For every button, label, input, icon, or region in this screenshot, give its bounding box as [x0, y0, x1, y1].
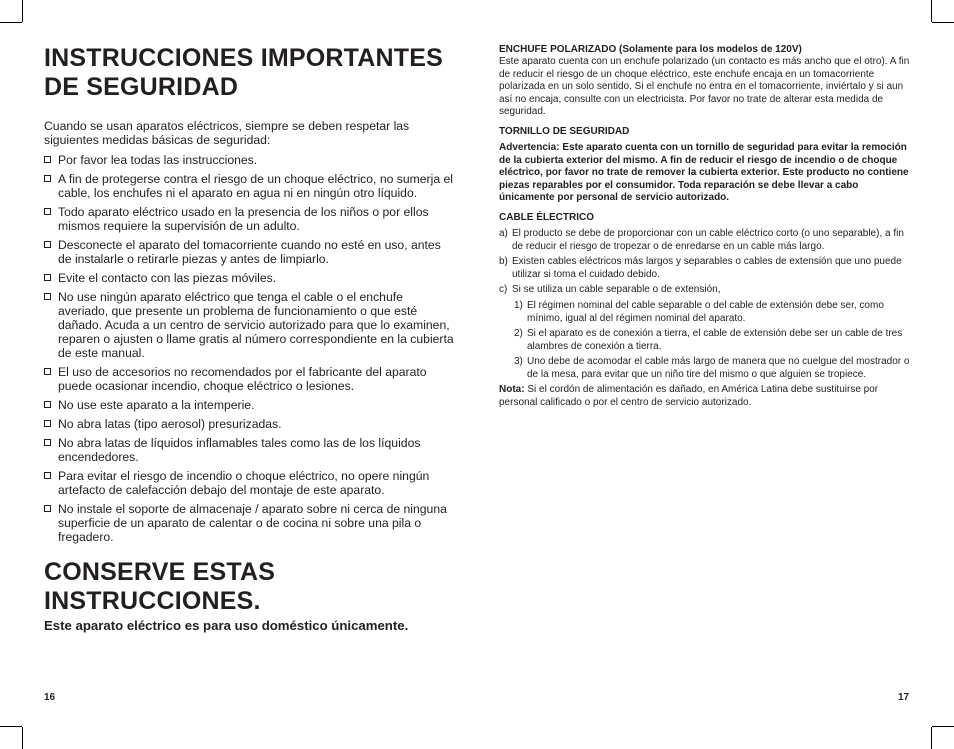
intro-text: Cuando se usan aparatos eléctricos, siempre se deben respetar las siguientes medidas básicas de seguridad:: [44, 119, 410, 147]
list-item-text: Si el aparato es de conexión a tierra, el cable de extensión debe ser un cable de tres alambres de conexión a tierra.: [527, 328, 903, 352]
crop-mark: [931, 0, 932, 22]
list-item-text: Uno debe de acomodar el cable más largo de manera que no cuelgue del mostrador o de la mesa, para evitar que un niño tire del mismo o que alguien se tropiece.: [527, 356, 910, 380]
cable-subitem: [514, 300, 911, 325]
cable-subitem: [514, 328, 911, 353]
safety-item: [44, 417, 456, 431]
safety-item-text: El uso de accesorios no recomendados por el fabricante del aparato puede ocasionar incendio, choque eléctrico o lesiones.: [58, 365, 427, 393]
safety-item-text: Para evitar el riesgo de incendio o choque eléctrico, no opere ningún artefacto de calefacción debajo del montaje de este aparato.: [58, 469, 430, 497]
safety-item: [44, 365, 456, 393]
safety-item: [44, 205, 456, 233]
list-marker: 1): [514, 299, 523, 311]
crop-mark: [22, 727, 23, 749]
conserve-title: CONSERVE ESTAS INSTRUCCIONES.: [44, 558, 276, 615]
list-item-text: El régimen nominal del cable separable o del cable de extensión debe ser, como mínimo, igual al del régimen nominal del aparato.: [527, 299, 884, 324]
safety-item-text: No use ningún aparato eléctrico que tenga el cable o el enchufe averiado, que presente un problema de funcionamiento o que esté dañado. Acuda a un centro de servicio autorizado para que lo examinen, reparen o ajusten o llame gratis al número correspondiente en la cubierta de este manual.: [58, 290, 454, 360]
page-number-right: 17: [898, 692, 910, 703]
crop-mark: [0, 22, 22, 23]
note-label: Nota:: [499, 384, 525, 396]
safety-screw-heading: TORNILLO DE SEGURIDAD: [499, 125, 630, 137]
safety-item-text: No abra latas (tipo aerosol) presurizadas.: [58, 417, 282, 431]
safety-title: INSTRUCCIONES IMPORTANTES DE SEGURIDAD: [44, 44, 443, 101]
safety-item: [44, 436, 456, 464]
safety-item: [44, 153, 456, 167]
list-marker: b): [499, 256, 508, 268]
checkbox-icon: [44, 472, 51, 479]
crop-mark: [932, 22, 954, 23]
safety-item-text: Por favor lea todas las instrucciones.: [58, 153, 258, 167]
safety-screw-text: Advertencia: Este aparato cuenta con un tornillo de seguridad para evitar la remoción de la cubierta exterior del mismo. A fin de reducir el riesgo de incendio o de choque eléctrico, por favor no trate de remover la cubierta exterior. Este producto no contiene piezas reparables por el consumidor. Toda reparación se debe llevar a cabo únicamente por personal de servicio autorizado.: [499, 141, 909, 204]
list-item-text: Si se utiliza un cable separable o de extensión,: [512, 284, 721, 296]
safety-item-text: Todo aparato eléctrico usado en la presencia de los niños o por ellos mismos requiere la supervisión de un adulto.: [58, 205, 429, 233]
list-marker: 2): [514, 328, 523, 340]
checkbox-icon: [44, 274, 51, 281]
cable-item: [499, 228, 911, 253]
cable-item: [499, 256, 911, 281]
safety-item-text: No instale el soporte de almacenaje / aparato sobre ni cerca de ninguna superficie de un aparato de calentar o de cocina ni sobre una pila o fregadero.: [58, 502, 447, 544]
safety-item: [44, 271, 456, 285]
safety-item-text: Desconecte el aparato del tomacorriente cuando no esté en uso, antes de instalarle o retirarle piezas y antes de limpiarlo.: [58, 238, 441, 266]
checkbox-icon: [44, 368, 51, 375]
checkbox-icon: [44, 420, 51, 427]
list-marker: c): [499, 284, 508, 296]
page-number-left: 16: [44, 692, 56, 703]
safety-item-text: No abra latas de líquidos inflamables tales como las de los líquidos encendedores.: [58, 436, 421, 464]
checkbox-icon: [44, 505, 51, 512]
crop-mark: [22, 0, 23, 22]
list-marker: a): [499, 227, 508, 239]
checkbox-icon: [44, 175, 51, 182]
list-marker: 3): [514, 356, 523, 368]
polarized-plug-text: Este aparato cuenta con un enchufe polarizado (un contacto es más ancho que el otro). A fin de reducir el riesgo de un choque eléctrico, este enchufe encaja en un tomacorriente polarizada en un solo sentido. Si el enchufe no entra en el tomacorriente, inviértalo y si aun así no encaja, consulte con un electricista. Por favor no trate de alterar esta medida de seguridad.: [499, 56, 910, 118]
safety-item-text: No use este aparato a la intemperie.: [58, 398, 255, 412]
safety-item: [44, 469, 456, 497]
safety-item-text: A fin de protegerse contra el riesgo de un choque eléctrico, no sumerja el cable, los enchufes ni el aparato en agua ni en ningún otro líquido.: [58, 172, 453, 200]
safety-checklist: [44, 153, 456, 544]
safety-item: [44, 290, 456, 360]
checkbox-icon: [44, 241, 51, 248]
checkbox-icon: [44, 401, 51, 408]
power-cord-note: [499, 384, 911, 409]
checkbox-icon: [44, 156, 51, 163]
cable-heading: CABLE ÉLECTRICO: [499, 211, 594, 223]
list-item-text: Existen cables eléctricos más largos y separables o cables de extensión que uno puede utilizar si toma el cuidado debido.: [512, 256, 902, 280]
domestic-use-note: Este aparato eléctrico es para uso doméstico únicamente.: [44, 618, 409, 633]
safety-item: [44, 398, 456, 412]
left-page: [44, 44, 456, 634]
checkbox-icon: [44, 439, 51, 446]
cable-list: [499, 228, 911, 382]
crop-mark: [931, 727, 932, 749]
cable-subitem: [514, 356, 911, 381]
right-page: [499, 44, 911, 410]
checkbox-icon: [44, 293, 51, 300]
checkbox-icon: [44, 208, 51, 215]
crop-mark: [932, 726, 954, 727]
safety-item-text: Evite el contacto con las piezas móviles.: [58, 271, 277, 285]
crop-mark: [0, 726, 22, 727]
list-item-text: El producto se debe de proporcionar con un cable eléctrico corto (o uno separable), a fin de reducir el riesgo de tropezar o de enredarse en un cable más largo.: [512, 227, 904, 252]
polarized-plug-heading: ENCHUFE POLARIZADO (Solamente para los modelos de 120V): [499, 44, 802, 55]
note-text: Si el cordón de alimentación es dañado, en América Latina debe sustituirse por personal calificado o por el centro de servicio autorizado.: [499, 384, 879, 409]
safety-item: [44, 238, 456, 266]
cable-item: [499, 284, 911, 297]
safety-item: [44, 172, 456, 200]
safety-item: [44, 502, 456, 544]
